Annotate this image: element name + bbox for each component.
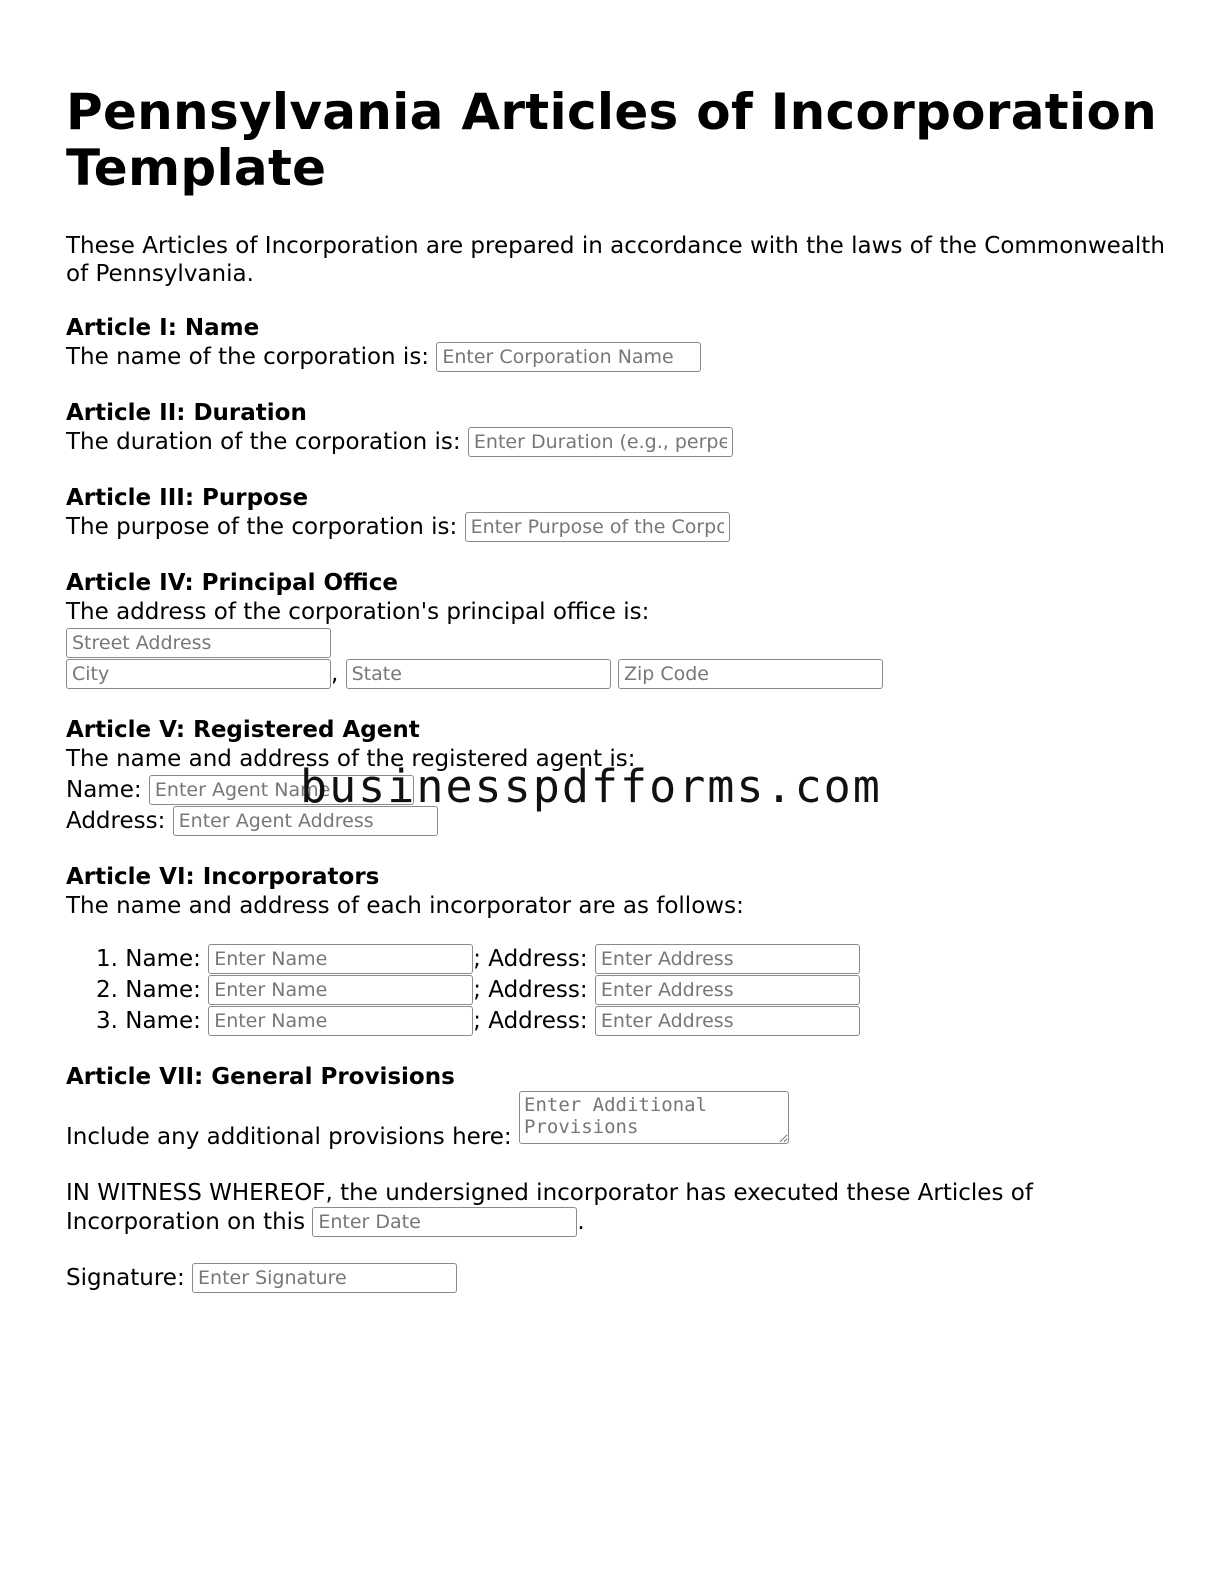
corporation-name-input[interactable]	[436, 342, 701, 372]
signature-input[interactable]	[192, 1263, 457, 1293]
article-4-heading: Article IV: Principal Office	[66, 570, 398, 596]
article-7-heading: Article VII: General Provisions	[66, 1064, 455, 1090]
date-input[interactable]	[312, 1207, 577, 1237]
article-5-label: The name and address of the registered agent is:	[66, 746, 636, 772]
incorporator-address-label: ; Address:	[473, 946, 588, 972]
incorporator-list	[66, 944, 1166, 1037]
agent-address-input[interactable]	[173, 806, 438, 836]
article-7-label: Include any additional provisions here:	[66, 1124, 512, 1150]
incorporator-address-label: ; Address:	[473, 1008, 588, 1034]
incorporator-number: 2.	[96, 977, 118, 1003]
article-6-heading: Article VI: Incorporators	[66, 864, 380, 890]
list-item	[96, 1006, 1166, 1037]
article-1-heading: Article I: Name	[66, 315, 260, 341]
state-input[interactable]	[346, 659, 611, 689]
witness-period: .	[577, 1209, 585, 1235]
article-3-heading: Article III: Purpose	[66, 485, 309, 511]
witness-text: IN WITNESS WHEREOF, the undersigned incorporator has executed these Articles of Incorporation on this	[66, 1180, 1033, 1235]
page-title: Pennsylvania Articles of Incorporation Template	[66, 83, 1157, 197]
incorporator-address-label: ; Address:	[473, 977, 588, 1003]
incorporator-1-address-input[interactable]	[595, 944, 860, 974]
article-6-label: The name and address of each incorporator are as follows:	[66, 893, 744, 919]
article-3-label: The purpose of the corporation is:	[66, 514, 458, 540]
article-4-principal-office	[66, 569, 1166, 690]
intro-paragraph: These Articles of Incorporation are prepared in accordance with the laws of the Commonwealth of Pennsylvania.	[66, 233, 1165, 287]
incorporator-name-label: Name:	[125, 946, 201, 972]
article-2-duration	[66, 399, 1166, 458]
additional-provisions-textarea[interactable]	[519, 1091, 789, 1144]
signature-block	[66, 1263, 1166, 1294]
article-3-purpose	[66, 484, 1166, 543]
zip-code-input[interactable]	[618, 659, 883, 689]
article-2-label: The duration of the corporation is:	[66, 429, 461, 455]
article-5-heading: Article V: Registered Agent	[66, 717, 420, 743]
incorporator-2-name-input[interactable]	[208, 975, 473, 1005]
incorporator-3-name-input[interactable]	[208, 1006, 473, 1036]
article-1-name	[66, 314, 1166, 373]
article-4-label: The address of the corporation's principal office is:	[66, 599, 650, 625]
document-page	[66, 84, 1166, 1294]
watermark-text: businesspdfforms.com	[300, 760, 882, 813]
incorporator-number: 3.	[96, 1008, 118, 1034]
article-7-general-provisions	[66, 1063, 1166, 1153]
article-5-registered-agent	[66, 716, 1166, 837]
incorporator-2-address-input[interactable]	[595, 975, 860, 1005]
purpose-input[interactable]	[465, 512, 730, 542]
list-item	[96, 944, 1166, 975]
list-item	[96, 975, 1166, 1006]
incorporator-3-address-input[interactable]	[595, 1006, 860, 1036]
city-state-separator: ,	[331, 661, 339, 687]
duration-input[interactable]	[468, 427, 733, 457]
agent-name-input[interactable]	[149, 775, 414, 805]
signature-label: Signature:	[66, 1265, 185, 1291]
street-address-input[interactable]	[66, 628, 331, 658]
incorporator-name-label: Name:	[125, 977, 201, 1003]
agent-address-label: Address:	[66, 808, 166, 834]
article-1-label: The name of the corporation is:	[66, 344, 430, 370]
incorporator-number: 1.	[96, 946, 118, 972]
witness-clause	[66, 1179, 1166, 1237]
agent-name-label: Name:	[66, 777, 142, 803]
incorporator-name-label: Name:	[125, 1008, 201, 1034]
article-2-heading: Article II: Duration	[66, 400, 307, 426]
city-input[interactable]	[66, 659, 331, 689]
article-6-incorporators	[66, 863, 1166, 1037]
incorporator-1-name-input[interactable]	[208, 944, 473, 974]
